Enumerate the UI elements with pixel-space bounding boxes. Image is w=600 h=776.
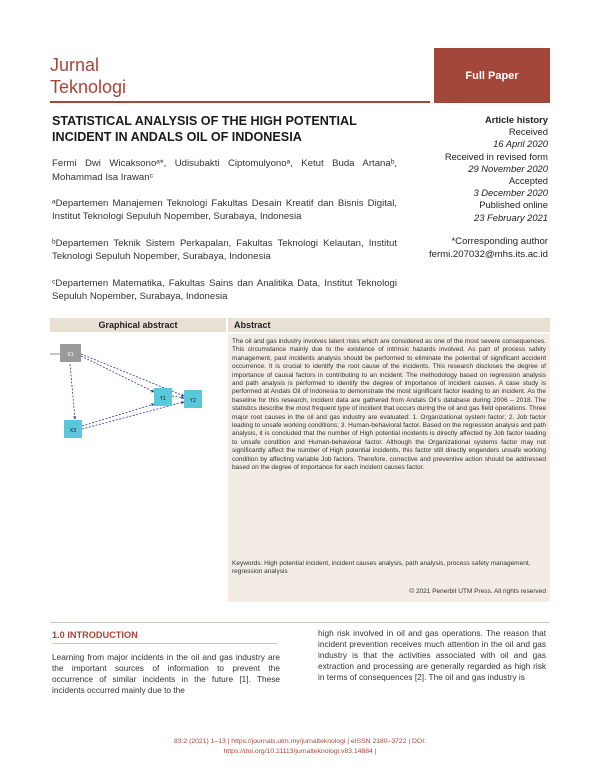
header-divider (50, 101, 430, 103)
intro-column-left: Learning from major incidents in the oil and gas industry are the important sources of information to prevent the occurrence of similar incidents in the future [1]. These incidents occurred mainly due to the (52, 652, 280, 695)
edge-x3-y2 (82, 402, 184, 429)
edge-x1-y1 (81, 356, 154, 392)
received-date: 16 April 2020 (493, 138, 548, 150)
author-list: Fermi Dwi Wicaksonoᵃ*, Udisubakti Ciptomulyonoᵃ, Ketut Buda Artanaᵇ, Mohammad Isa Irawanᶜ (52, 158, 397, 183)
section-heading-underline (52, 643, 278, 644)
abstract-heading: Abstract (228, 318, 550, 332)
revised-date: 29 November 2020 (468, 162, 548, 174)
section-heading-introduction: 1.0 INTRODUCTION (52, 630, 138, 640)
abstract-keywords: Keywords: High potential incident, incident causes analysis, path analysis, process safety management, regression analysis (232, 560, 531, 576)
graphical-abstract-heading: Graphical abstract (50, 318, 226, 332)
journal-name (50, 54, 126, 98)
affiliation-c: ᶜDepartemen Matematika, Fakultas Sains dan Analitika Data, Institut Teknologi Sepuluh Nopember, Surabaya, Indonesia (52, 278, 397, 302)
full-paper-label: Full Paper (465, 69, 519, 82)
affiliation-a: ᵃDepartemen Manajemen Teknologi Fakultas Desain Kreatif dan Bisnis Digital, Institut Teknologi Sepuluh Nopember, Surabaya, Indonesia (52, 198, 397, 222)
edge-y1-y2 (172, 396, 184, 398)
page-footer (150, 737, 450, 757)
received-label: Received (508, 126, 548, 138)
section-divider (50, 622, 550, 623)
paper-title: STATISTICAL ANALYSIS OF THE HIGH POTENTIAL INCIDENT IN ANDALS OIL OF INDONESIA (52, 114, 357, 144)
journal-name-line1: Jurnal (50, 55, 100, 75)
journal-name-line2: Teknologi (50, 77, 127, 97)
corresponding-author (400, 236, 548, 261)
node-x1-label: X1 (67, 352, 74, 358)
history-title: Article history (484, 114, 548, 125)
corresponding-label: *Corresponding author (451, 236, 548, 247)
intro-column-right: high risk involved in oil and gas operations. The reason that incident prevention receives much attention in the oil and gas industry is that the activities associated with oil and gas extraction and processing are generally regarded as high risk in terms of consequences [2]. The oil and gas industry is (318, 628, 546, 682)
accepted-label: Accepted (508, 175, 548, 187)
node-x3-label: X3 (69, 428, 77, 434)
footer-line1: 83:2 (2021) 1–13 | https://journals.utm.my/jurnalteknologi | eISSN 2180–3722 | DOI: (173, 738, 427, 745)
edge-x3-y1 (82, 404, 154, 426)
node-y2-label: Y2 (189, 398, 197, 404)
abstract-text: The oil and gas industry involves latent risks which are considered as one of the most severe consequences. This circumstance mainly due to the existence of intrinsic hazards involved. As part of process safety management, past incidents analysis should be performed to eliminate the potential of significant accident occurrence. It is crucial to identify the root cause of the incidents. This research discloses the degree of importance of causal factors in contributing to an incident. The methodology based on regression analysis and path analysis is performed to identify the degree of importance of incident causes. A case study is performed at Andals Oil of Indonesia to demonstrate the most significant factor leading to an incident. As the baseline for this research, incident data are gathered from Andals Oil's database during 2006 – 2018. The statistics describe the most frequent type of incident that occurs during the oil and gas field operations. Three major root causes in the oil and gas industry are evaluated: 1. Organizational system factor; 2. Job factor leading to unsafe working conditions; 3. Human-behavioral factor. Based on the regression analysis and path analysis, it is concluded that the number of High potential incidents is directly affected by Job factor leading to unsafe condition and Human-behavioral factor. Although the Organizational systems factor may not significantly affect the number of High potential incidents, this factor still directly engenders unsafe working condition by affecting variable Job factors. Therefore, corrective and preventive action should be addressed based on the degree of importance for each incident causes factor. (232, 338, 546, 472)
accepted-date: 3 December 2020 (473, 187, 548, 199)
affiliation-b: ᵇDepartemen Teknik Sistem Perkapalan, Fakultas Teknologi Kelautan, Institut Teknologi Sepuluh Nopember, Surabaya, Indonesia (52, 238, 397, 262)
footer-doi-link[interactable]: https://doi.org/10.11113/jurnalteknologi.v83.14884 | (223, 748, 377, 755)
path-diagram (50, 334, 226, 474)
edge-x1-x3 (70, 364, 75, 419)
corresponding-email[interactable]: fermi.207032@mhs.its.ac.id (428, 248, 548, 260)
node-y1-label: Y1 (159, 396, 167, 402)
full-paper-badge (434, 48, 550, 103)
published-label: Published online (479, 199, 548, 211)
copyright-notice: © 2021 Penerbit UTM Press. All rights reserved (409, 588, 546, 595)
revised-label: Received in revised form (444, 150, 548, 162)
published-date: 23 February 2021 (473, 211, 548, 223)
article-history (410, 114, 548, 224)
